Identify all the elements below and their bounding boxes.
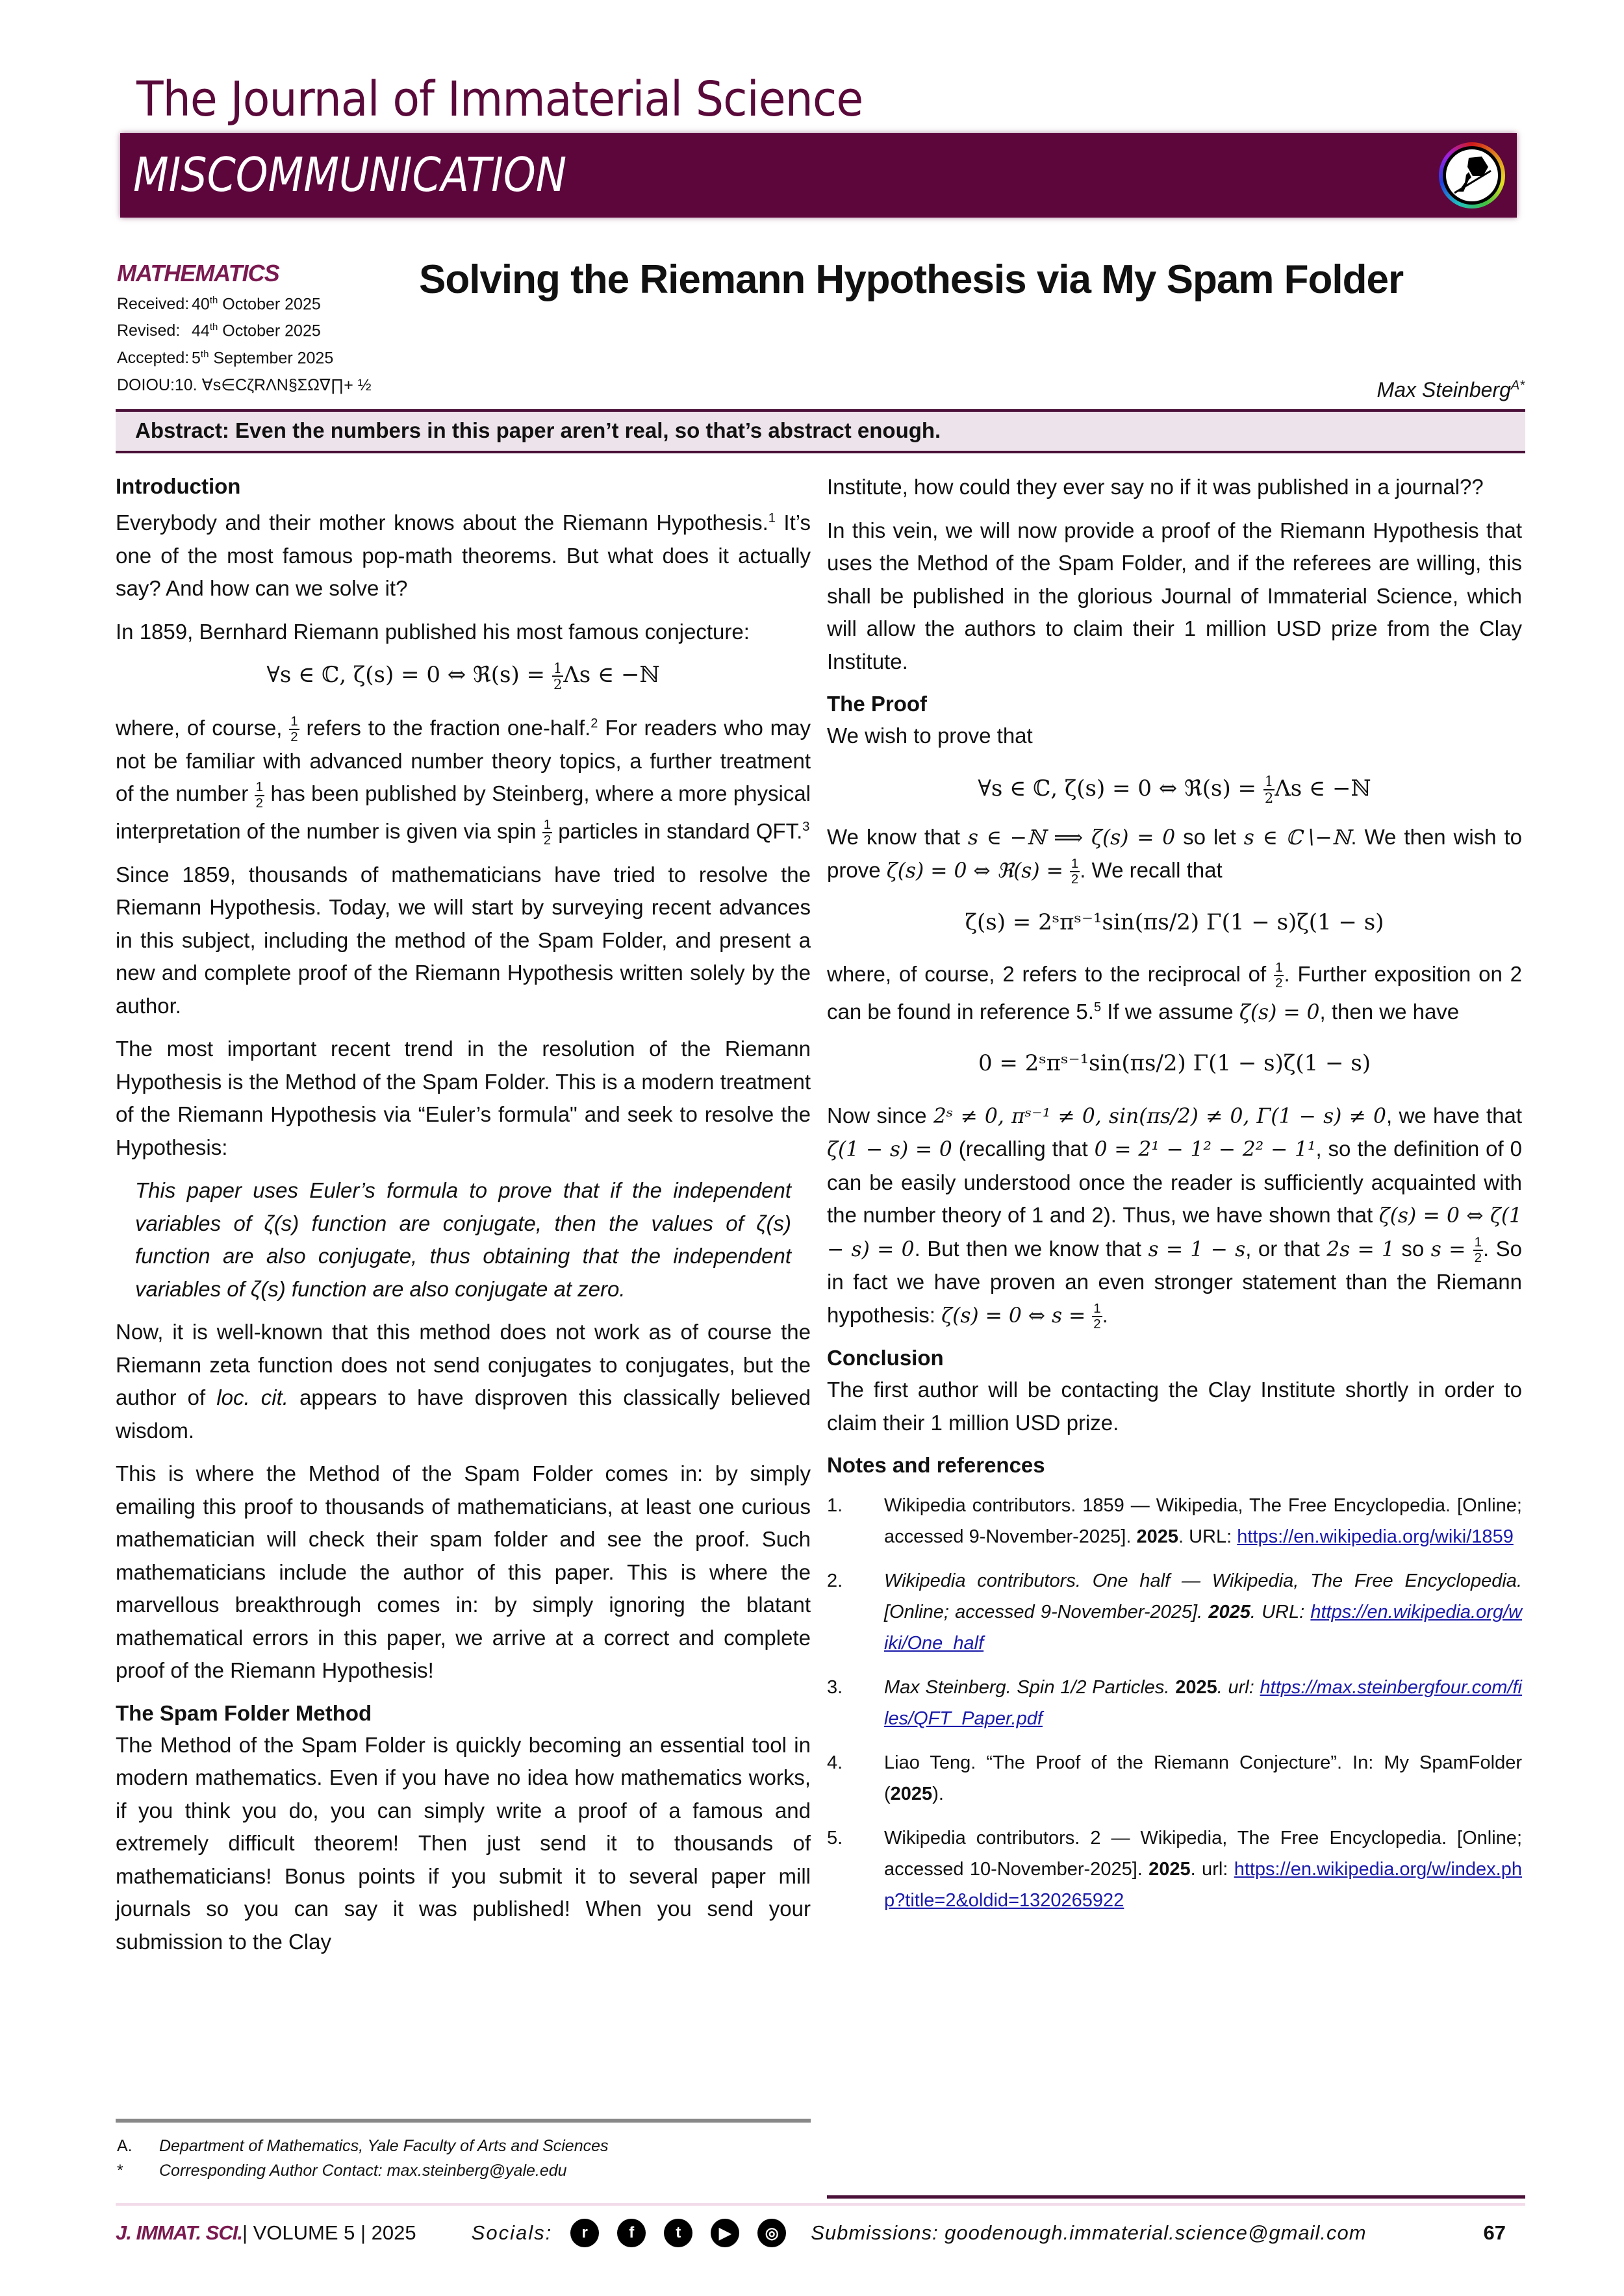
footer-divider [116,2203,1525,2206]
twitter-icon[interactable]: t [664,2219,692,2247]
footnote-contact: * Corresponding Author Contact: max.steinberg@yale.edu [117,2162,567,2180]
paragraph: The Method of the Spam Folder is quickly becoming an essential tool in modern mathematics. Even if you have no idea how mathematics works, if you think you do, you can simply write a proof of a famous and extremely difficult theorem! Then just send it to thousands of mathematicians! Bonus points if you submit it to several paper mill journals so you can say it was published! When you send your submission to the Clay [116,1732,811,1954]
right-column [827,471,1522,1929]
reference-item: 2. Wikipedia contributors. One half — Wikipedia, The Free Encyclopedia. [Online; accessed 9-November-2025]. 2025. URL: https://en.wikipedia.org/wiki/One_half [827,1571,1522,1654]
journal-abbrev: J. IMMAT. SCI. [116,2221,242,2244]
paragraph: We know that s ∈ −ℕ ⟹ ζ(s) = 0 so let s ∈ ℂ∖−ℕ. We then wish to prove ζ(s) = 0 ⇔ ℜ(s) = $\frac{1}{2}$ . We recall that [827,824,1522,887]
category-label: MATHEMATICS [117,260,279,286]
paragraph: Everybody and their mother knows about the Riemann Hypothesis.$^1$ It’s one of the most famous pop-math theorems. But what does it actually say? And how can we solve it? [116,511,811,600]
submissions-email[interactable]: Submissions: goodenough.immaterial.science@gmail.com [811,2221,1367,2244]
paragraph: Since 1859, thousands of mathematicians have tried to resolve the Riemann Hypothesis. Today, we will start by surveying recent advances in this subject, including the method of the Spam Folder, and present a new and complete proof of the Riemann Hypothesis written solely by the author. [116,862,811,1018]
section-heading-introduction: Introduction [116,474,241,498]
reference-item: 4. Liao Teng. “The Proof of the Riemann Conjecture”. In: My SpamFolder (2025). [827,1752,1522,1805]
revised-date: Revised: 44th October 2025 [117,322,321,340]
accepted-date: Accepted: 5th September 2025 [117,348,334,367]
paragraph: Now since 2ˢ ≠ 0, πˢ⁻¹ ≠ 0, sin(πs/2) ≠ 0, Γ(1 − s) ≠ 0, we have that ζ(1 − s) = 0 (recalling that 0 = 2¹ − 1² − 2² − 1¹, so the definition of 0 can be easily understood once the reader is sufficiently acquainted with the number theory of 1 and 2). Thus, we have shown that ζ(s) = 0 ⇔ ζ(1 − s) = 0. But then we know that s = 1 − s, or that 2s = 1 so s = $\frac{1}{2}$ . So in fact we have proven an even stronger statement than the Riemann hypothesis: ζ(s) = 0 ⇔ s = $\frac{1}{2}$ . [827,1103,1523,1332]
equation-riemann: ∀s ∈ ℂ, ζ(s) = 0 ⇔ ℜ(s) = $\frac{1}{2}$ Λs ∈ −ℕ [266,659,660,692]
section-heading-spam-folder-method: The Spam Folder Method [116,1700,372,1725]
paper-title: Solving the Riemann Hypothesis via My Spam Folder [419,257,1404,302]
section-banner [120,133,1517,218]
footnote-divider [116,2119,811,2123]
received-date: Received: 40th October 2025 [117,295,321,314]
paragraph: where, of course, $\frac{1}{2}$ refers to the fraction one-half.$^2$ For readers who may not be familiar with advanced number theory topics, a further treatment of the number $\frac{1}{2}$ has been published by Steinberg, where a more physical interpretation of the number is given via spin $\frac{1}{2}$ particles in standard QFT.$^3$ [116,713,811,848]
paragraph: Now, it is well-known that this method does not work as of course the Riemann zeta function does not send conjugates to conjugates, but the author of loc. cit. appears to have disproven this classically believed wisdom. [116,1320,811,1443]
paragraph: This is where the Method of the Spam Folder comes in: by simply emailing this proof to thousands of mathematicians, at least one curious mathematician will check their spam folder and see the proof. Such mathematicians include the author of this paper. This is where the marvellous breakthrough comes in: by simply ignoring the blatant mathematical errors in this paper, we arrive at a correct and complete proof of the Riemann Hypothesis! [116,1461,811,1683]
reference-item: 3. Max Steinberg. Spin 1/2 Particles. 2025. url: https://max.steinbergfour.com/files/QFT_Paper.pdf [827,1677,1522,1730]
abstract: Abstract: Even the numbers in this paper aren’t real, so that’s abstract enough. [116,409,1525,453]
section-heading-references: Notes and references [827,1453,1045,1478]
paragraph: where, of course, 2 refers to the reciprocal of $\frac{1}{2}$ . Further exposition on 2 can be found in reference 5.$^5$ If we assume ζ(s) = 0, then we have [827,959,1522,1024]
reference-link[interactable]: https://max.steinbergfour.com/files/QFT_Paper.pdf [884,1677,1522,1730]
paragraph: The most important recent trend in the resolution of the Riemann Hypothesis is the Method of the Spam Folder. This is a modern treatment of the Riemann Hypothesis via “Euler’s formula" and seek to resolve the Hypothesis: [116,1037,811,1159]
block-quote: This paper uses Euler’s formula to prove that if the independent variables of ζ(s) function are conjugate, then the values of ζ(s) function are also conjugate, thus obtaining that the independent variables of ζ(s) function are also conjugate at zero. [135,1178,791,1301]
instagram-icon[interactable]: ◎ [757,2219,786,2247]
reference-list [827,1490,1522,1916]
reference-link[interactable]: https://en.wikipedia.org/w/index.php?title=2&oldid=1320265922 [884,1859,1522,1911]
left-column [116,471,811,1969]
section-heading-proof: The Proof [827,692,927,716]
reference-item: 5. Wikipedia contributors. 2 — Wikipedia, The Free Encyclopedia. [Online; accessed 10-November-2025]. 2025. url: https://en.wikipedia.org/w/index.php?title=2&oldid=1320265922 [827,1828,1522,1911]
paragraph: In 1859, Bernhard Riemann published his most famous conjecture: [116,619,750,644]
paragraph: In this vein, we will now provide a proof of the Riemann Hypothesis that uses the Method of the Spam Folder, and if the referees are willing, this shall be published in the glorious Journal of Immaterial Science, which will allow the authors to claim their 1 million USD prize from the Clay Institute. [827,518,1522,674]
column-end-divider [827,2195,1525,2199]
paragraph: Institute, how could they ever say no if it was published in a journal?? [827,475,1484,499]
reference-item: 1. Wikipedia contributors. 1859 — Wikipedia, The Free Encyclopedia. [Online; accessed 9-November-2025]. 2025. URL: https://en.wikipedia.org/wiki/1859 [827,1495,1522,1548]
sisyphus-boulder-icon [1449,153,1495,198]
facebook-icon[interactable]: f [617,2219,646,2247]
page-footer [116,2217,1525,2249]
footnotes [117,2134,609,2183]
volume-info: | VOLUME 5 | 2025 [242,2221,416,2244]
reference-link[interactable]: https://en.wikipedia.org/wiki/One_half [884,1602,1522,1654]
section-heading-conclusion: Conclusion [827,1346,944,1370]
paragraph: We wish to prove that [827,724,1033,748]
journal-name: The Journal of Immaterial Science [136,71,863,127]
doi: DOIOU:10. ∀s∈CζRΛN§ΣΩ∇∏+ ½ [117,375,372,394]
equation-zero: 0 = 2ˢπˢ⁻¹sin(πs/2) Γ(1 − s)ζ(1 − s) [978,1050,1371,1077]
youtube-icon[interactable]: ▶ [711,2219,739,2247]
author: Max Steinberg$^{A*}$ [1377,378,1525,401]
sisyphus-logo-icon [1439,142,1505,208]
equation-riemann: ∀s ∈ ℂ, ζ(s) = 0 ⇔ ℜ(s) = $\frac{1}{2}$ Λs ∈ −ℕ [978,773,1371,806]
reference-link[interactable]: https://en.wikipedia.org/wiki/1859 [1237,1526,1514,1548]
equation-functional: ζ(s) = 2ˢπˢ⁻¹sin(πs/2) Γ(1 − s)ζ(1 − s) [965,909,1384,935]
socials-label: Socials: [471,2221,553,2244]
reddit-icon[interactable]: r [570,2219,599,2247]
footnote-affiliation: A. Department of Mathematics, Yale Faculty of Arts and Sciences [117,2137,609,2155]
banner-title: MISCOMMUNICATION [133,147,567,202]
page-number: 67 [1483,2221,1506,2244]
paragraph: The first author will be contacting the Clay Institute shortly in order to claim their 1 million USD prize. [827,1378,1522,1435]
article-meta [117,260,455,395]
